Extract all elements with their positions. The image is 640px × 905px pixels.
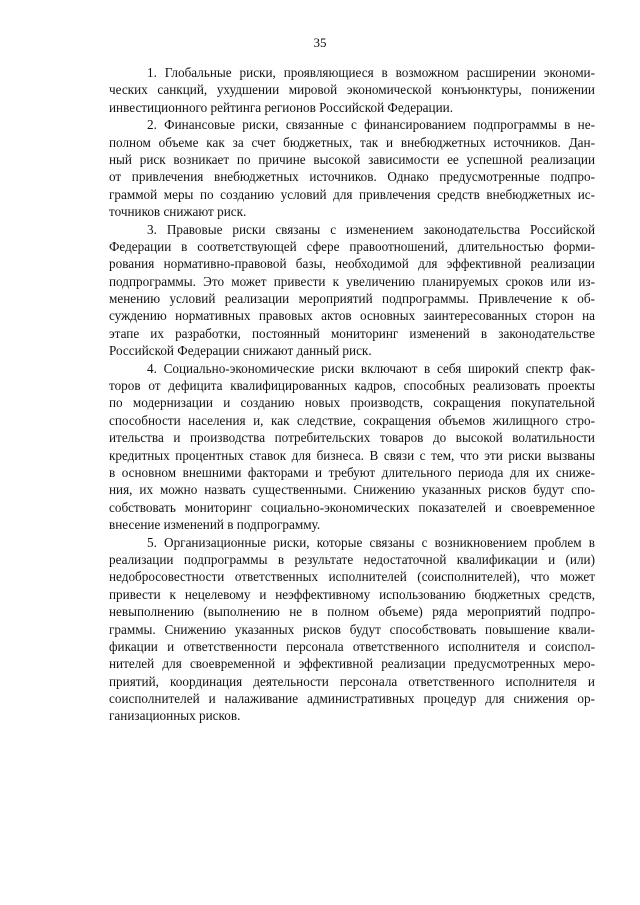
text-line: граммой меры по созданию условий для привлечения средств внебюджетных ис-: [109, 186, 595, 202]
text-line: менению условий реализации мероприятий подпрограммы. Привлечение к об-: [109, 291, 595, 307]
text-line: приятий, координация деятельности персонала ответственного исполнителя и: [109, 673, 595, 689]
text-line: ный риск возникает по причине высокой зависимости ее успешной реализации: [109, 151, 595, 167]
text-line: невыполнению (выполнению не в полном объеме) ряда мероприятий подпро-: [109, 604, 595, 620]
text-line: 3. Правовые риски связаны с изменением законодательства Российской: [147, 221, 595, 237]
paragraph-legal-risks: [109, 221, 595, 360]
text-line: 1. Глобальные риски, проявляющиеся в возможном расширении экономи-: [147, 65, 595, 80]
paragraph-socioeconomic-risks: [109, 360, 595, 534]
text-line: ганизационных рисков.: [109, 708, 241, 724]
text-line: инвестиционного рейтинга регионов Российской Федерации.: [109, 99, 453, 115]
text-line: граммы. Снижению указанных рисков будут способствовать повышение квали-: [109, 621, 595, 637]
text-line: по модернизации и созданию новых производств, сокращения покупательной: [109, 395, 595, 411]
text-line: в основном внешними факторами и требуют длительного периода для их сниже-: [109, 464, 595, 480]
text-line: подпрограммы. Это может привести к увеличению планируемых сроков или из-: [109, 273, 595, 289]
text-line: точников снижают риск.: [109, 204, 247, 220]
text-line: от привлечения внебюджетных источников. Однако предусмотренные подпро-: [109, 169, 595, 185]
text-line: ительства и производства потребительских товаров до высокой волатильности: [109, 430, 595, 446]
text-line: внесение изменений в подпрограмму.: [109, 517, 321, 533]
text-line: нителей для своевременной и эффективной реализации предусмотренных меро-: [109, 656, 595, 672]
text-line: 5. Организационные риски, которые связаны с возникновением проблем в: [147, 534, 595, 550]
text-line: 2. Финансовые риски, связанные с финансированием подпрограммы в не-: [147, 117, 595, 133]
text-line: собствовать мониторинг социально-экономических показателей и своевременное: [109, 499, 595, 515]
paragraph-global-risks: [109, 64, 595, 116]
text-line: Федерации в соответствующей сфере правоотношений, длительностью форми-: [109, 238, 595, 254]
text-line: привести к нецелевому и неэффективному использованию бюджетных средств,: [109, 586, 595, 602]
text-line: фикации и ответственности персонала ответственного исполнителя и соиспол-: [109, 638, 595, 654]
text-line: ния, их можно назвать существенными. Снижению указанных рисков будут спо-: [109, 482, 595, 498]
page-number: 35: [313, 35, 327, 50]
text-line: рования нормативно-правовой базы, необходимой для эффективной реализации: [109, 256, 595, 272]
text-line: суждению нормативных правовых актов основных заинтересованных сторон на: [109, 308, 595, 324]
text-line: кредитных процентных ставок для бизнеса. В связи с тем, что эти риски вызваны: [109, 447, 595, 463]
text-line: ческих санкций, ухудшении мировой экономической конъюнктуры, понижении: [109, 82, 595, 98]
text-line: недобросовестности ответственных исполнителей (соисполнителей), что может: [109, 569, 595, 585]
text-line: реализации подпрограммы в результате недостаточной квалификации и (или): [109, 551, 595, 567]
text-line: этапе их разработки, постоянный мониторинг изменений в законодательстве: [109, 325, 595, 341]
text-line: полном объеме как за счет бюджетных, так и внебюджетных источников. Дан-: [109, 134, 595, 150]
paragraph-financial-risks: [109, 116, 595, 220]
paragraph-organizational-risks: [109, 534, 595, 725]
text-line: Российской Федерации снижают данный риск.: [109, 343, 372, 359]
text-line: способности населения и, как следствие, сокращения объемов жилищного стро-: [109, 412, 595, 428]
text-line: соисполнителей и налаживание административных процедур для снижения ор-: [109, 691, 595, 707]
text-line: 4. Социально-экономические риски включают в себя широкий спектр фак-: [147, 360, 595, 376]
text-line: торов от дефицита квалифицированных кадров, способных реализовать проекты: [109, 378, 595, 394]
document-body: [109, 64, 595, 725]
